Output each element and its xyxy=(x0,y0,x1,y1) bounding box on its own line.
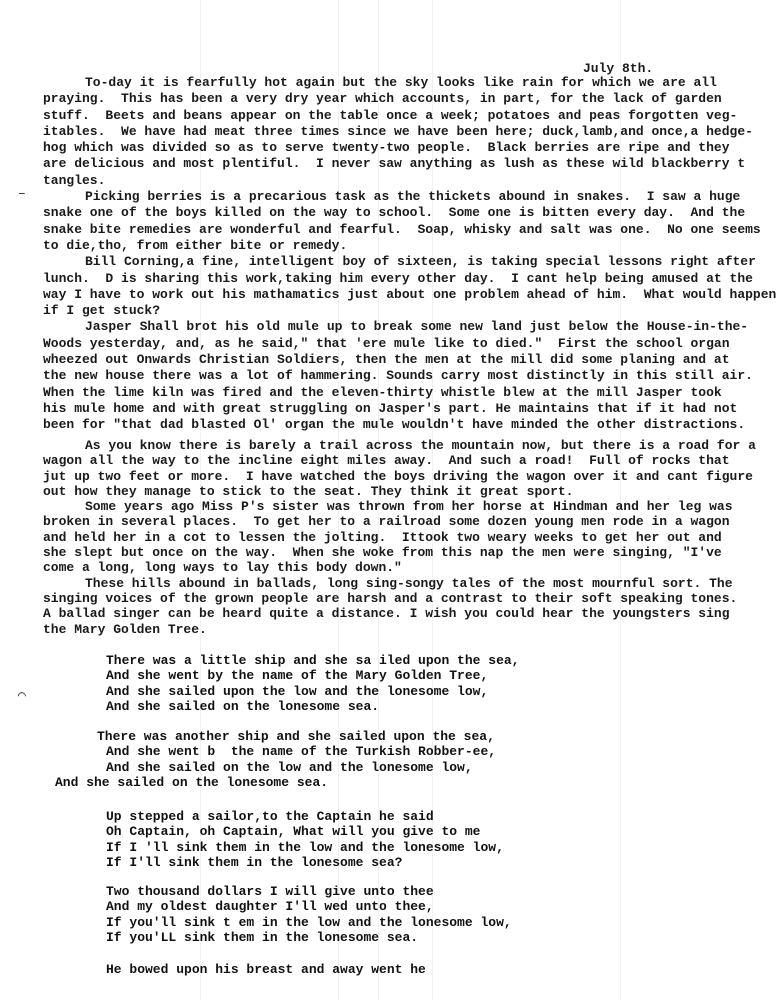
text-line: If you'LL sink them in the lonesome sea. xyxy=(106,930,419,946)
text-line: And she sailed on the lonesome sea. xyxy=(55,775,329,791)
text-line: to die,tho, from either bite or remedy. xyxy=(43,237,348,253)
text-line: A ballad singer can be heard quite a distance. I wish you could hear the youngsters sing xyxy=(43,606,730,622)
text-line: And she sailed upon the low and the lonesome low, xyxy=(106,683,489,699)
text-line: snake bite remedies are wonderful and fearful. Soap, whisky and salt was one. No one seems xyxy=(43,221,761,237)
paragraph xyxy=(43,254,777,319)
text-line: Some years ago Miss P's sister was thrown from her horse at Hindman and her leg was xyxy=(85,499,733,515)
text-line: And she went by the name of the Mary Golden Tree, xyxy=(106,668,489,684)
text-line: If you'll sink t em in the low and the lonesome low, xyxy=(106,914,512,930)
text-line: wagon all the way to the incline eight miles away. And such a road! Full of rocks that xyxy=(43,453,730,469)
text-line: Picking berries is a precarious task as the thickets abound in snakes. I saw a huge xyxy=(85,189,741,205)
text-line: itables. We have had meat three times since we have been here; duck,lamb,and once,a hedge- xyxy=(43,123,753,139)
paragraph xyxy=(43,576,759,637)
text-line: He bowed upon his breast and away went he xyxy=(106,962,426,977)
text-line: Bill Corning,a fine, intelligent boy of sixteen, is taking special lessons right after xyxy=(85,254,756,270)
text-line: singing voices of the grown people are harsh and a contrast to their soft speaking tones. xyxy=(43,590,738,606)
prose-section-2 xyxy=(43,438,759,637)
text-line: been for "that dad blasted Ol' organ the mule wouldn't have minded the other distractions. xyxy=(43,417,746,433)
text-line: And my oldest daughter I'll wed unto thee, xyxy=(106,899,434,915)
text-line: out how they manage to stick to the seat. They think it great sport. xyxy=(43,483,574,499)
text-line: As you know there is barely a trail across the mountain now, but there is a road for a xyxy=(85,438,756,453)
text-line: When the lime kiln was fired and the eleven-thirty whistle blew at the mill Jasper took xyxy=(43,384,722,400)
text-line: To-day it is fearfully hot again but the sky looks like rain for which we are all xyxy=(85,75,717,90)
text-line: jut up two feet or more. I have watched the boys driving the wagon over it and cant figure xyxy=(43,468,753,484)
text-line: If I'll sink them in the lonesome sea? xyxy=(106,855,403,871)
ballad-stanza xyxy=(106,884,512,946)
text-line: the new house there was a lot of hammering. Sounds carry most distinctly in this still air. xyxy=(43,368,753,384)
text-line: stuff. Beets and beans appear on the table once a week; potatoes and peas forgotten veg- xyxy=(43,107,738,123)
paragraph xyxy=(43,438,759,499)
text-line: wheezed out Onwards Christian Soldiers, then the men at the mill did some planing and at xyxy=(43,352,730,368)
text-line: Two thousand dollars I will give unto thee xyxy=(106,884,434,899)
text-line: Up stepped a sailor,to the Captain he said xyxy=(106,809,434,824)
paragraph xyxy=(43,75,759,189)
text-line: praying. This has been a very dry year which accounts, in part, for the lack of garden xyxy=(43,91,722,107)
text-line: his mule home and with great struggling on Jasper's part. He maintains that if it had not xyxy=(43,400,738,416)
text-line: tangles. xyxy=(43,172,106,188)
paragraph xyxy=(43,189,759,254)
text-line: And she sailed on the lonesome sea. xyxy=(106,699,380,715)
paragraph xyxy=(43,499,759,575)
text-line: And she sailed on the low and the lonesome low, xyxy=(106,759,473,775)
text-line: Woods yesterday, and, as he said," that 'ere mule like to died." First the school organ xyxy=(43,335,730,351)
letter-date: July 8th. xyxy=(583,61,654,76)
text-line: and held her in a cot to lessen the jolting. Ittook two weary weeks to get her out and xyxy=(43,529,722,545)
text-line: There was another ship and she sailed upon the sea, xyxy=(97,729,495,744)
ballad-stanza xyxy=(106,962,426,977)
text-line: if I get stuck? xyxy=(43,303,161,319)
text-line: snake one of the boys killed on the way to school. Some one is bitten every day. And the xyxy=(43,205,746,221)
text-line: broken in several places. To get her to a railroad some dozen young men rode in a wagon xyxy=(43,514,730,530)
ballad-stanza xyxy=(55,729,497,791)
text-line: lunch. D is sharing this work,taking him every other day. I cant help being amused at the xyxy=(43,270,753,286)
text-line: Jasper Shall brot his old mule up to break some new land just below the House-in-the- xyxy=(85,319,749,335)
text-line: she slept but once on the way. When she woke from this nap the men were singing, "I've xyxy=(43,545,722,561)
text-line: These hills abound in ballads, long sing-songy tales of the most mournful sort. The xyxy=(85,575,733,591)
text-line: hog which was divided so as to serve twenty-two people. Black berries are ripe and they xyxy=(43,140,730,156)
text-line: If I 'll sink them in the low and the lonesome low, xyxy=(106,839,504,855)
paragraph xyxy=(43,319,759,433)
text-line: are delicious and most plentiful. I never saw anything as lush as these wild blackberry t xyxy=(43,156,746,172)
margin-arc-mark: ⌒ xyxy=(18,688,26,703)
text-line: Oh Captain, oh Captain, What will you give to me xyxy=(106,824,481,840)
margin-dash-mark: – xyxy=(18,186,26,201)
ballad-stanza xyxy=(106,809,504,871)
text-line: And she went b the name of the Turkish Robber-ee, xyxy=(106,744,497,760)
text-line: way I have to work out his mathamatics just about one problem ahead of him. What would happen xyxy=(43,286,777,302)
text-line: come a long, long ways to lay this body down." xyxy=(43,560,402,576)
prose-section-1 xyxy=(43,75,777,434)
text-line: the Mary Golden Tree. xyxy=(43,621,207,637)
ballad-stanza xyxy=(106,653,519,715)
text-line: There was a little ship and she sa iled upon the sea, xyxy=(106,653,520,668)
